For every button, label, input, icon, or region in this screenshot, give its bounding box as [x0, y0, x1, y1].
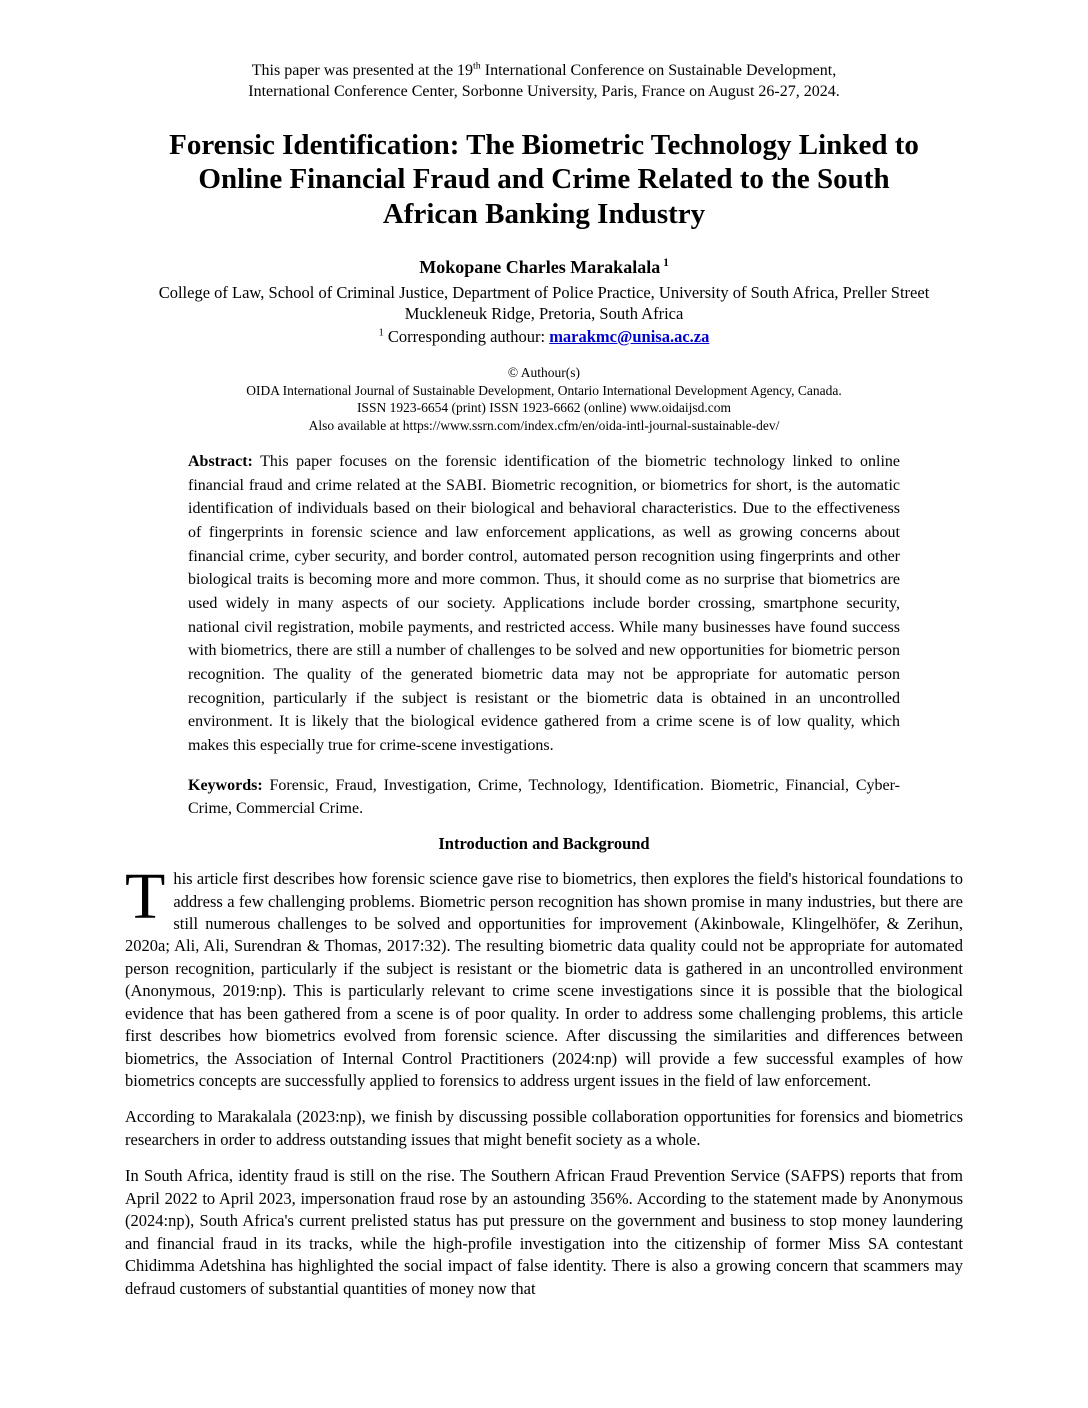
ordinal-superscript: th [473, 60, 481, 72]
paper-title-line3: African Banking Industry [382, 197, 706, 230]
abstract-label: Abstract: [188, 453, 253, 470]
paper-title [74, 128, 1014, 231]
conference-note-line1-pre: This paper was presented at the 19 [251, 62, 474, 79]
corresponding-author-line [0, 327, 1088, 347]
author-affiliation: College of Law, School of Criminal Justice, Department of Police Practice, University of South Africa, Preller Street Muckleneuk Ridge, Pretoria, South Africa [158, 282, 930, 324]
paper-title-line2: Online Financial Fraud and Crime Related to the South [198, 163, 890, 196]
copyright-line: © Authour(s) [507, 364, 581, 380]
journal-line: OIDA International Journal of Sustainable Development, Ontario International Development Agency, Canada. [246, 382, 842, 398]
availability-line: Also available at https://www.ssrn.com/index.cfm/en/oida-intl-journal-sustainable-dev/ [308, 418, 780, 434]
section-heading-introduction: Introduction and Background [438, 834, 650, 854]
abstract-text: This paper focuses on the forensic identification of the biometric technology linked to online financial fraud and crime related at the SABI. Biometric recognition, or biometrics for short, is the automatic identification of individuals based on their biological and behavioral characteristics. Due to the effectiveness of fingerprints in forensic science and law enforcement applications, as well as growing concerns about financial crime, cyber security, and border control, automated person recognition using fingerprints and other biological traits is becoming more and more common. Thus, it should come as no surprise that biometrics are used widely in many aspects of our society. Applications include border crossing, smartphone security, national civil registration, mobile payments, and restricted access. While many businesses have found success with biometrics, there are still a number of challenges to be solved and new opportunities for biometric person recognition. The quality of the generated biometric data may not be appropriate for automatic person recognition, particularly if the subject is resistant or the biometric data is obtained in an uncontrolled environment. It is likely that the biological evidence gathered from a crime scene is of low quality, which makes this especially true for crime-scene investigations. [188, 453, 900, 755]
conference-note-line2: International Conference Center, Sorbonne University, Paris, France on August 26-27, 2024. [248, 83, 840, 101]
drop-cap: T [125, 860, 166, 934]
email-link[interactable]: marakmc@unisa.ac.za [549, 326, 710, 346]
conference-note [164, 60, 924, 102]
conference-note-line1 [164, 60, 924, 81]
publisher-block [0, 364, 1088, 435]
corresponding-label: Corresponding authour: [383, 326, 550, 346]
paragraph-identity-fraud: In South Africa, identity fraud is still on the rise. The Southern African Fraud Prevention Service (SAFPS) reports that from April 2022 to April 2023, impersonation fraud rose by an astounding 356%. According to the statement made by Anonymous (2024:np), South Africa's current prelisted status has put pressure on the government and business to stop money laundering and financial fraud in its tracks, while the high-profile investigation into the citizenship of former Miss SA contestant Chidimma Adetshina has highlighted the social impact of false identity. There is also a growing concern that scammers may defraud customers of substantial quantities of money now that [125, 1166, 963, 1298]
author-name-text: Mokopane Charles Marakalala [419, 256, 661, 277]
keywords-text: Forensic, Fraud, Investigation, Crime, Technology, Identification. Biometric, Financial, Cyber-Crime, Commercial Crime. [188, 776, 900, 818]
corresponding-footnote-marker: 1 [378, 327, 384, 339]
keywords-paragraph [188, 774, 900, 821]
keywords-label: Keywords: [188, 776, 263, 794]
abstract-paragraph [188, 450, 900, 758]
paper-title-line1: Forensic Identification: The Biometric Technology Linked to [169, 129, 919, 162]
paragraph-collaboration: According to Marakalala (2023:np), we finish by discussing possible collaboration opportunities for forensics and biometrics researchers in order to address outstanding issues that might benefit society as a whole. [125, 1107, 963, 1149]
author-name [0, 257, 1088, 278]
author-footnote-marker: 1 [663, 256, 669, 269]
intro-paragraph-text: his article first describes how forensic science gave rise to biometrics, then explores the field's historical foundations to address a few challenging problems. Biometric person recognition has shown promise in many industries, but there are still numerous challenges to be solved and opportunities for improvement (Akinbowale, Klingelhöfer, & Zerihun, 2020a; Ali, Ali, Surendran & Thomas, 2017:32). The resulting biometric data quality could not be appropriate for automated person recognition, particularly if the subject is resistant or the biometric data is gathered in an uncontrolled environment (Anonymous, 2019:np). This is particularly relevant to crime scene investigations since it is possible that the biological evidence that has been gathered from a scene is of poor quality. In order to address some challenging problems, this article first describes how biometrics evolved from forensic science. After discussing the similarities and differences between biometrics, the Association of Internal Control Practitioners (2024:np) will provide a few successful examples of how biometrics concepts are successfully applied to forensics to address urgent issues in the field of law enforcement. [125, 869, 963, 1091]
conference-note-line1-post: International Conference on Sustainable Development, [480, 62, 837, 79]
issn-line: ISSN 1923-6654 (print) ISSN 1923-6662 (online) www.oidaijsd.com [356, 400, 732, 416]
intro-paragraph [125, 860, 963, 1092]
